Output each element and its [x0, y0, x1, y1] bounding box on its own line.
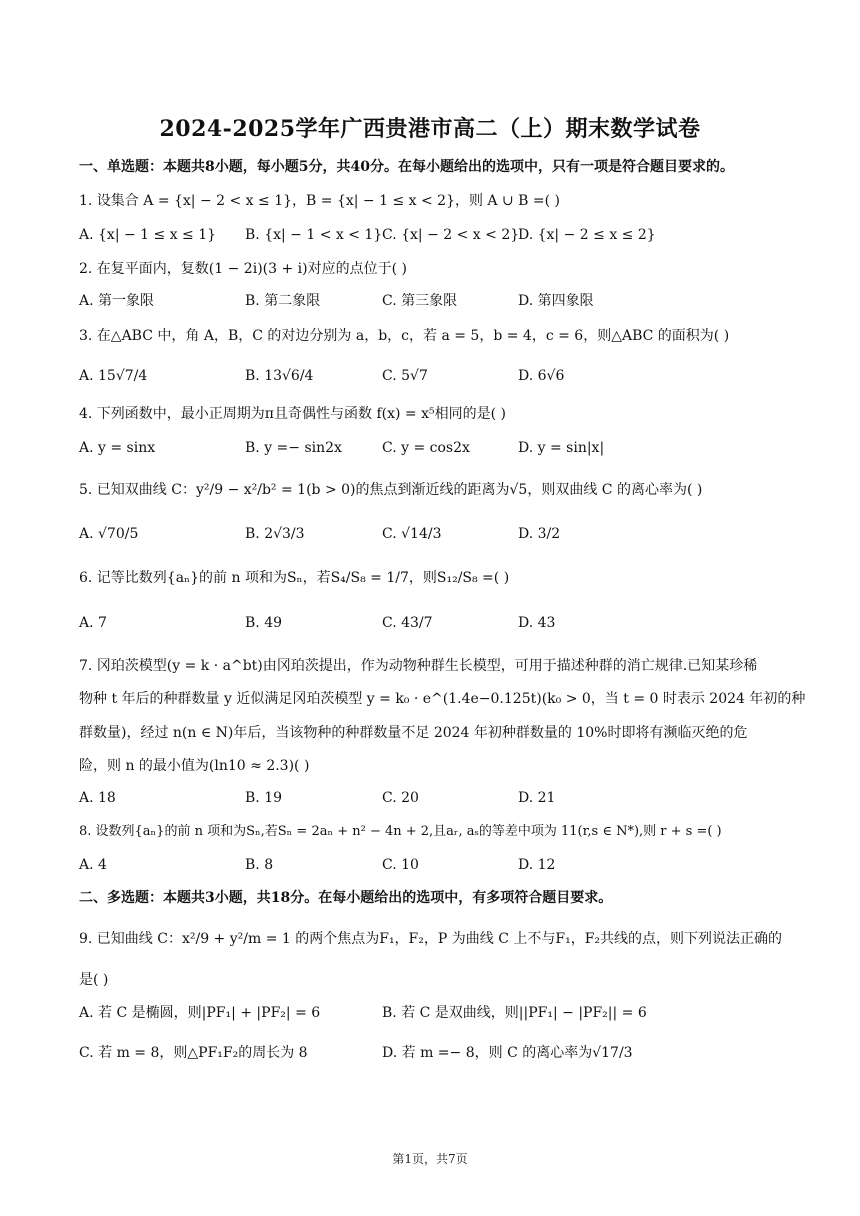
question-2-stem: 2. 在复平面内，复数(1 − 2i)(3 + i)对应的点位于( ) — [79, 261, 407, 277]
question-9-stem-line-1: 9. 已知曲线 C：x²/9 + y²/m = 1 的两个焦点为F₁，F₂，P 为曲线 C 上不与F₁，F₂共线的点，则下列说法正确的 — [79, 931, 783, 947]
question-5-option-b: B. 2√3/3 — [245, 526, 305, 542]
question-1-option-c: C. {x| − 2 < x < 2} — [382, 227, 520, 243]
exam-title: 2024-2025学年广西贵港市高二（上）期末数学试卷 — [159, 116, 701, 142]
question-8-option-c: C. 10 — [382, 857, 419, 873]
question-1-option-a: A. {x| − 1 ≤ x ≤ 1} — [79, 227, 217, 243]
question-7-option-c: C. 20 — [382, 790, 419, 806]
question-7-stem-line-3: 群数量)，经过 n(n ∈ N)年后，当该物种的种群数量不足 2024 年初种群数量的 10%时即将有濒临灭绝的危 — [79, 725, 748, 741]
question-7-stem-line-4: 险，则 n 的最小值为(ln10 ≈ 2.3)( ) — [79, 758, 310, 774]
question-3-stem: 3. 在△ABC 中，角 A，B，C 的对边分别为 a，b，c，若 a = 5，b = 4，c = 6，则△ABC 的面积为( ) — [79, 328, 730, 344]
question-1-option-b: B. {x| − 1 < x < 1} — [245, 227, 383, 243]
question-7-option-b: B. 19 — [245, 790, 283, 806]
question-9-option-b: B. 若 C 是双曲线，则||PF₁| − |PF₂|| = 6 — [382, 1005, 647, 1021]
question-5-option-c: C. √14/3 — [382, 526, 442, 542]
question-2-option-a: A. 第一象限 — [79, 293, 155, 309]
question-4-option-d: D. y = sin|x| — [518, 440, 605, 456]
question-5-stem: 5. 已知双曲线 C：y²/9 − x²/b² = 1(b > 0)的焦点到渐近线的距离为√5，则双曲线 C 的离心率为( ) — [79, 482, 703, 498]
page-footer: 第1页，共7页 — [392, 1152, 468, 1166]
question-4-stem: 4. 下列函数中，最小正周期为π且奇偶性与函数 f(x) = x⁵相同的是( ) — [79, 406, 506, 422]
question-8-stem: 8. 设数列{aₙ}的前 n 项和为Sₙ,若Sₙ = 2aₙ + n² − 4n + 2,且aᵣ, aₛ的等差中项为 11(r,s ∈ N*),则 r + s =( ) — [79, 824, 722, 839]
question-4-option-b: B. y =− sin2x — [245, 440, 342, 456]
section-heading-single-choice: 一、单选题：本题共8小题，每小题5分，共40分。在每小题给出的选项中，只有一项是符合题目要求的。 — [79, 159, 734, 175]
question-5-option-a: A. √70/5 — [79, 526, 139, 542]
question-2-option-b: B. 第二象限 — [245, 293, 321, 309]
question-1-option-d: D. {x| − 2 ≤ x ≤ 2} — [518, 227, 656, 243]
question-2-option-c: C. 第三象限 — [382, 293, 458, 309]
question-3-option-d: D. 6√6 — [518, 368, 565, 384]
question-9-option-c: C. 若 m = 8，则△PF₁F₂的周长为 8 — [79, 1045, 308, 1061]
question-2-option-d: D. 第四象限 — [518, 293, 594, 309]
section-heading-multiple-choice: 二、多选题：本题共3小题，共18分。在每小题给出的选项中，有多项符合题目要求。 — [79, 890, 613, 906]
question-6-option-c: C. 43/7 — [382, 615, 433, 631]
question-8-option-d: D. 12 — [518, 857, 556, 873]
question-4-option-c: C. y = cos2x — [382, 440, 470, 456]
question-8-option-b: B. 8 — [245, 857, 274, 873]
question-7-stem-line-2: 物种 t 年后的种群数量 y 近似满足冈珀茨模型 y = k₀ · e^(1.4e−0.125t)(k₀ > 0，当 t = 0 时表示 2024 年初的种 — [79, 691, 806, 707]
question-9-option-a: A. 若 C 是椭圆，则|PF₁| + |PF₂| = 6 — [79, 1005, 321, 1021]
question-1-stem: 1. 设集合 A = {x| − 2 < x ≤ 1}，B = {x| − 1 ≤ x < 2}，则 A ∪ B =( ) — [79, 193, 561, 209]
question-5-option-d: D. 3/2 — [518, 526, 561, 542]
question-3-option-b: B. 13√6/4 — [245, 368, 314, 384]
question-7-stem-line-1: 7. 冈珀茨模型(y = k · a^bt)由冈珀茨提出，作为动物种群生长模型，可用于描述种群的消亡规律.已知某珍稀 — [79, 658, 758, 674]
question-6-stem: 6. 记等比数列{aₙ}的前 n 项和为Sₙ，若S₄/S₈ = 1/7，则S₁₂/S₈ =( ) — [79, 570, 510, 586]
question-9-option-d: D. 若 m =− 8，则 C 的离心率为√17/3 — [382, 1045, 633, 1061]
question-8-option-a: A. 4 — [79, 857, 107, 873]
question-6-option-d: D. 43 — [518, 615, 556, 631]
question-4-option-a: A. y = sinx — [79, 440, 156, 456]
question-7-option-d: D. 21 — [518, 790, 556, 806]
question-7-option-a: A. 18 — [79, 790, 116, 806]
question-9-stem-line-2: 是( ) — [79, 972, 109, 988]
question-3-option-a: A. 15√7/4 — [79, 368, 148, 384]
question-6-option-b: B. 49 — [245, 615, 283, 631]
question-3-option-c: C. 5√7 — [382, 368, 428, 384]
question-6-option-a: A. 7 — [79, 615, 107, 631]
